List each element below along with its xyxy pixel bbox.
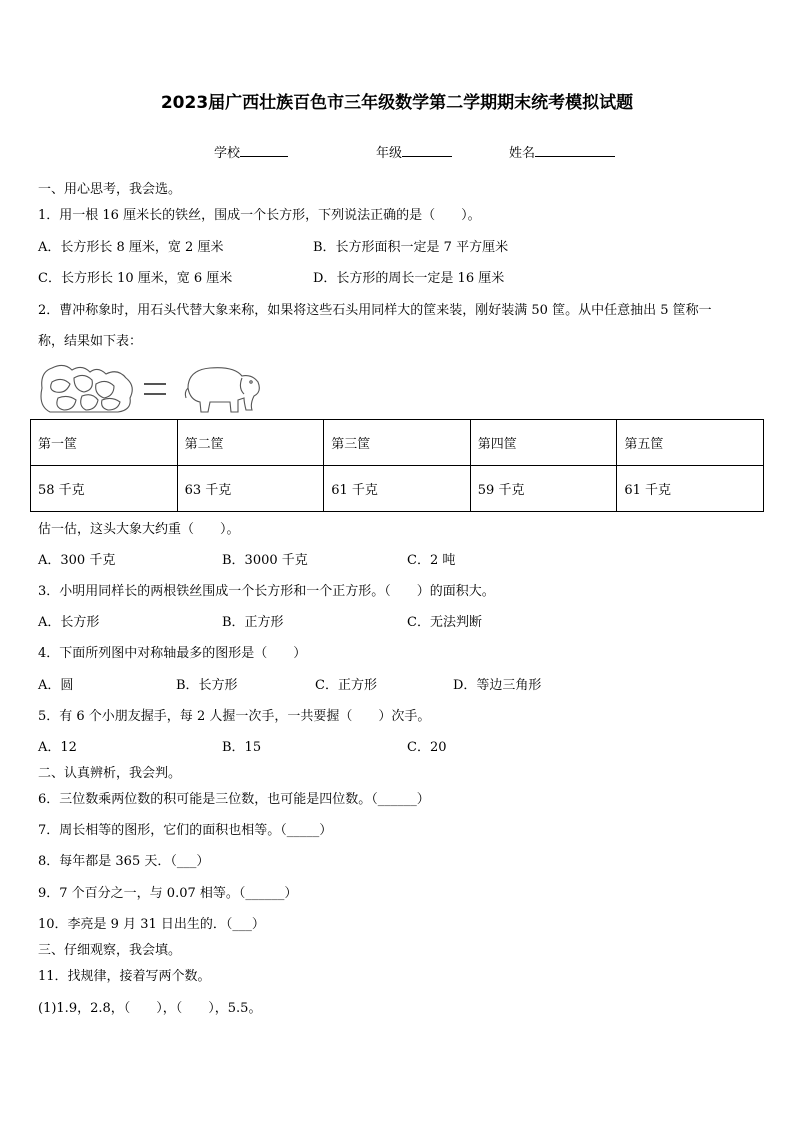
grade-field[interactable] [376,143,452,162]
table-header-cell: 第三筐 [324,420,471,466]
question-11-part-1[interactable]: (1)1.9，2.8，（ ），（ ），5.5。 [38,1001,262,1016]
name-blank[interactable] [535,143,615,157]
question-2-option-b[interactable]: B．3000 千克 [222,553,308,568]
question-3-option-b[interactable]: B．正方形 [222,615,284,630]
name-field[interactable] [509,143,615,162]
question-4-option-b[interactable]: B．长方形 [176,678,238,693]
grade-label: 年级 [376,146,403,161]
table-cell: 61 千克 [617,466,764,512]
question-2-option-a[interactable]: A．300 千克 [38,553,116,568]
question-3-option-a[interactable]: A．长方形 [38,615,100,630]
question-8[interactable]: 8．每年都是 365 天．（___） [38,854,210,869]
table-header-cell: 第四筐 [470,420,617,466]
question-4-option-c[interactable]: C．正方形 [315,678,377,693]
name-label: 姓名 [509,146,536,161]
school-field[interactable] [214,143,288,162]
section-3-heading: 三、仔细观察，我会填。 [38,943,182,958]
question-7[interactable]: 7．周长相等的图形，它们的面积也相等。（_____） [38,823,333,838]
question-1-option-c[interactable]: C．长方形长 10 厘米，宽 6 厘米 [38,271,233,286]
page-title: 2023届广西壮族百色市三年级数学第二学期期末统考模拟试题 [160,93,634,113]
question-1-option-d[interactable]: D．长方形的周长一定是 16 厘米 [313,271,505,286]
question-5-option-c[interactable]: C．20 [407,740,447,755]
question-2-stem-line-2: 称，结果如下表： [38,334,143,349]
table-row [31,466,764,512]
question-5-option-b[interactable]: B．15 [222,740,262,755]
table-cell: 58 千克 [31,466,178,512]
equals-sign-icon [144,384,166,394]
question-2-option-c[interactable]: C．2 吨 [407,553,456,568]
section-2-heading: 二、认真辨析，我会判。 [38,766,182,781]
table-header-cell: 第五筐 [617,420,764,466]
table-cell: 61 千克 [324,466,471,512]
question-4-option-a[interactable]: A．圆 [38,678,74,693]
question-11-stem: 11．找规律，接着写两个数。 [38,969,211,984]
question-1-option-b[interactable]: B．长方形面积一定是 7 平方厘米 [313,240,509,255]
question-1-stem: 1．用一根 16 厘米长的铁丝，围成一个长方形，下列说法正确的是（ ）。 [38,208,481,223]
section-1-heading: 一、用心思考，我会选。 [38,182,182,197]
table-header-row [31,420,764,466]
question-4-stem: 4．下面所列图中对称轴最多的图形是（ ） [38,646,307,661]
question-2-stem-line-1: 2．曹冲称象时，用石头代替大象来称，如果将这些石头用同样大的筐来装，刚好装满 50 筐。从中任意抽出 5 筐称一 [38,303,712,318]
question-9[interactable]: 9．7 个百分之一，与 0.07 相等。（______） [38,886,298,901]
question-3-option-c[interactable]: C．无法判断 [407,615,482,630]
question-10[interactable]: 10．李亮是 9 月 31 日出生的．（___） [38,917,265,932]
table-cell: 63 千克 [177,466,324,512]
stones-icon [41,365,132,412]
table-header-cell: 第二筐 [177,420,324,466]
question-1-option-a[interactable]: A．长方形长 8 厘米，宽 2 厘米 [38,240,224,255]
question-3-stem: 3．小明用同样长的两根铁丝围成一个长方形和一个正方形。（ ）的面积大。 [38,584,495,599]
question-4-option-d[interactable]: D．等边三角形 [453,678,542,693]
school-blank[interactable] [240,143,288,157]
grade-blank[interactable] [402,143,452,157]
table-cell: 59 千克 [470,466,617,512]
question-6[interactable]: 6．三位数乘两位数的积可能是三位数，也可能是四位数。（______） [38,792,430,807]
school-label: 学校 [214,146,241,161]
elephant-icon [185,368,259,412]
question-5-option-a[interactable]: A．12 [38,740,77,755]
stones-equals-elephant-illustration [38,358,268,420]
basket-weights-table [30,419,764,512]
question-5-stem: 5．有 6 个小朋友握手，每 2 人握一次手，一共要握（ ）次手。 [38,709,431,724]
table-header-cell: 第一筐 [31,420,178,466]
question-2-ask: 估一估，这头大象大约重（ ）。 [38,522,240,537]
